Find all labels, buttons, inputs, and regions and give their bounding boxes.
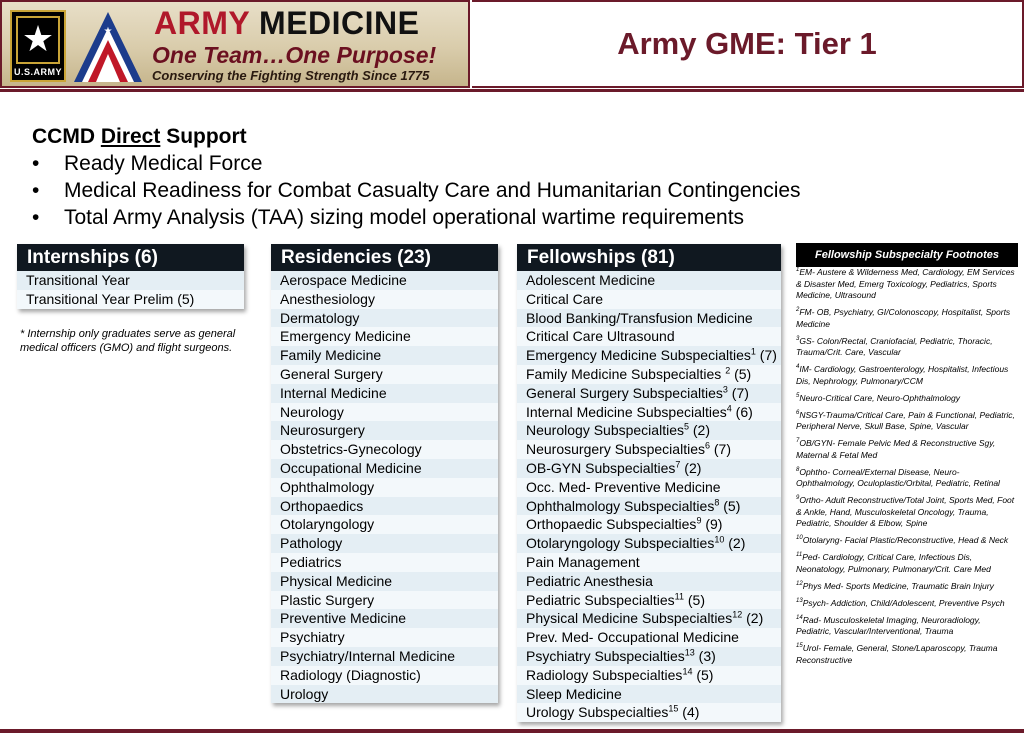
footnote-number: 4 <box>796 364 800 371</box>
footnote-item <box>796 438 1018 461</box>
footnote-number: 11 <box>796 552 803 559</box>
footnote-ref: 3 <box>722 384 728 395</box>
internship-note: * Internship only graduates serve as general medical officers (GMO) and flight surgeons. <box>20 328 236 354</box>
fellowship-name: Pain Management <box>526 553 640 570</box>
internships-list <box>17 271 244 309</box>
footnote-number: 14 <box>796 614 803 621</box>
footnote-text: NSGY-Trauma/Critical Care, Pain & Functional, Pediatric, Peripheral Nerve, Skull Base, Spine, Vascular <box>796 409 1015 431</box>
footnote-number: 9 <box>796 495 800 502</box>
footnote-ref: 13 <box>684 647 695 658</box>
fellowship-name: OB-GYN Subspecialties <box>526 459 676 476</box>
logo-text: U.S.ARMY <box>13 67 62 77</box>
list-item: Family Medicine <box>280 347 382 364</box>
list-item: Transitional Year <box>26 272 130 288</box>
footnote-ref: 11 <box>674 590 684 601</box>
footnote-ref: 12 <box>732 609 743 620</box>
bullet-text: Medical Readiness for Combat Casualty Care and Humanitarian Contingencies <box>64 179 801 202</box>
footnote-number: 3 <box>796 335 800 342</box>
list-item: Physical Medicine <box>280 572 393 589</box>
footnote-number: 12 <box>796 580 803 587</box>
footnote-ref: 10 <box>714 534 725 545</box>
fellowship-count: (5) <box>683 591 705 608</box>
footnote-ref: 4 <box>726 402 732 413</box>
footnotes-box <box>796 243 1018 672</box>
fellowship-name: Critical Care Ultrasound <box>526 328 675 345</box>
list-item <box>517 327 781 346</box>
fellowship-name: Adolescent Medicine <box>526 272 656 288</box>
footnote-text: Ortho- Adult Reconstructive/Total Joint, Sports Med, Foot & Ankle, Hand, Musculoskeletal Oncology, Trauma, Pediatric, Shoulder & Elbow, Spine <box>796 495 1015 528</box>
list-item: Preventive Medicine <box>280 610 407 627</box>
footer-divider <box>0 729 1024 733</box>
bullet-icon: • <box>32 206 40 229</box>
slide-title: Army GME: Tier 1 <box>617 26 877 61</box>
intro-bullets <box>32 150 801 231</box>
intro-heading-underlined: Direct <box>100 125 161 148</box>
bullet-item <box>32 204 801 231</box>
list-item <box>517 290 781 309</box>
list-item <box>517 591 781 610</box>
fellowship-count: (2) <box>724 535 746 552</box>
intro-heading <box>32 124 247 150</box>
internships-title: Internships (6) <box>17 244 244 271</box>
bullet-text: Total Army Analysis (TAA) sizing model operational wartime requirements <box>64 206 745 229</box>
list-item <box>517 440 781 459</box>
footnote-number: 13 <box>796 597 803 604</box>
footnote-ref: 14 <box>682 666 693 677</box>
list-item: Psychiatry <box>271 628 498 647</box>
list-item: Orthopaedics <box>280 497 364 514</box>
list-item: Aerospace Medicine <box>280 272 407 288</box>
footnote-item <box>796 643 1018 666</box>
residencies-title: Residencies (23) <box>271 244 498 271</box>
fellowship-name: Internal Medicine Subspecialties <box>526 403 727 420</box>
fellowship-name: Sleep Medicine <box>526 685 622 702</box>
footnote-ref: 9 <box>696 515 702 526</box>
banner-tagline: One Team…One Purpose! <box>152 42 437 68</box>
fellowship-count: (7) <box>727 384 749 401</box>
bullet-icon: • <box>32 152 40 175</box>
flag-triangle-icon <box>72 10 144 84</box>
footnote-text: Urol- Female, General, Stone/Laparoscopy, Trauma Reconstructive <box>796 643 998 665</box>
fellowships-panel <box>517 244 781 722</box>
fellowship-name: Pediatric Anesthesia <box>526 572 653 589</box>
header <box>0 0 1024 90</box>
svg-text:★: ★ <box>103 26 113 37</box>
fellowship-name: Psychiatry Subspecialties <box>526 647 685 664</box>
list-item <box>517 515 781 534</box>
list-item: Pathology <box>280 535 343 552</box>
army-medicine-banner <box>0 0 470 88</box>
list-item: Dermatology <box>280 309 360 326</box>
fellowship-name: Pediatric Subspecialties <box>526 591 675 608</box>
banner-title-army: ARMY <box>154 5 250 41</box>
footnote-text: FM- OB, Psychiatry, GI/Colonoscopy, Hospitalist, Sports Medicine <box>796 307 1011 329</box>
header-divider <box>0 89 1024 92</box>
banner-title-medicine: MEDICINE <box>259 5 420 41</box>
footnote-item <box>796 267 1018 302</box>
footnote-number: 6 <box>796 409 800 416</box>
footnote-item <box>796 410 1018 433</box>
footnote-ref: 8 <box>714 496 720 507</box>
footnote-text: IM- Cardiology, Gastroenterology, Hospitalist, Infectious Dis, Nephrology, Pulmonary/CCM <box>796 364 1009 386</box>
footnote-item <box>796 467 1018 490</box>
footnote-text: Neuro-Critical Care, Neuro-Ophthalmology <box>799 392 960 403</box>
list-item: Ophthalmology <box>271 478 498 497</box>
fellowship-count: (3) <box>694 647 716 664</box>
list-item <box>517 309 781 328</box>
list-item: Transitional Year Prelim (5) <box>17 290 244 309</box>
footnote-item <box>796 552 1018 575</box>
list-item: Neurosurgery <box>280 422 365 439</box>
list-item <box>517 534 781 553</box>
list-item <box>517 553 781 572</box>
footnote-text: Psych- Addiction, Child/Adolescent, Preventive Psych <box>802 597 1005 608</box>
list-item: Emergency Medicine <box>271 327 498 346</box>
fellowship-count: (2) <box>742 610 764 627</box>
list-item <box>517 497 781 516</box>
footnote-ref: 15 <box>668 703 679 714</box>
footnote-text: EM- Austere & Wilderness Med, Cardiology, EM Services & Disaster Med, Emerg Toxicology, Pediatrics, Sports Medicine, Ultrasound <box>796 267 1015 300</box>
footnote-number: 7 <box>796 438 800 445</box>
fellowship-name: Critical Care <box>526 290 604 307</box>
footnote-ref: 6 <box>704 440 710 451</box>
fellowship-name: Family Medicine Subspecialties <box>526 365 726 382</box>
footnote-number: 10 <box>796 535 803 542</box>
list-item: Otolaryngology <box>271 515 498 534</box>
footnote-text: Ped- Cardiology, Critical Care, Infectious Dis, Neonatology, Pulmonary, Pulmonary/Crit. Care Med <box>796 552 991 574</box>
footnote-item <box>796 581 1018 593</box>
bullet-item <box>32 177 801 204</box>
fellowship-count: (9) <box>701 516 723 533</box>
footnote-item <box>796 393 1018 405</box>
footnote-item <box>796 336 1018 359</box>
footnote-item <box>796 598 1018 610</box>
fellowship-name: Otolaryngology Subspecialties <box>526 535 715 552</box>
fellowship-name: Urology Subspecialties <box>526 704 669 721</box>
footnotes-title: Fellowship Subspecialty Footnotes <box>796 243 1018 267</box>
fellowship-name: Blood Banking/Transfusion Medicine <box>526 309 753 326</box>
fellowship-count: (2) <box>689 422 710 439</box>
list-item <box>517 647 781 666</box>
bullet-text: Ready Medical Force <box>64 152 263 175</box>
bullet-icon: • <box>32 179 40 202</box>
residencies-list <box>271 271 498 703</box>
intro-heading-prefix: CCMD <box>32 125 101 148</box>
footnote-text: Otolaryng- Facial Plastic/Reconstructive, Head & Neck <box>802 535 1009 545</box>
fellowship-name: Neurosurgery Subspecialties <box>526 441 705 458</box>
footnote-number: 2 <box>796 307 800 314</box>
fellowship-count: (6) <box>731 403 753 420</box>
fellowship-count: (5) <box>692 666 714 683</box>
fellowship-name: Radiology Subspecialties <box>526 666 683 683</box>
fellowships-title: Fellowships (81) <box>517 244 781 271</box>
footnote-item <box>796 364 1018 387</box>
footnote-number: 8 <box>796 466 800 473</box>
footnote-item <box>796 535 1018 547</box>
list-item: Urology <box>280 685 329 702</box>
footnote-ref: 2 <box>725 365 731 376</box>
footnote-text: OB/GYN- Female Pelvic Med & Reconstructive Sgy, Maternal & Fetal Med <box>796 438 996 460</box>
list-item: Occupational Medicine <box>280 459 422 476</box>
list-item <box>517 421 781 440</box>
fellowship-count: (7) <box>710 441 731 458</box>
footnote-item <box>796 495 1018 530</box>
fellowship-count: (5) <box>730 365 752 382</box>
list-item <box>517 459 781 478</box>
internships-panel <box>17 244 244 309</box>
banner-title <box>154 6 419 40</box>
footnote-ref: 7 <box>675 459 681 470</box>
footnote-number: 15 <box>796 643 803 650</box>
list-item <box>517 666 781 685</box>
residencies-panel <box>271 244 498 703</box>
list-item <box>517 703 781 722</box>
fellowship-count: (7) <box>755 347 777 364</box>
slide-title-box <box>472 0 1024 88</box>
footnote-ref: 1 <box>750 346 756 357</box>
footnote-number: 1 <box>796 267 800 274</box>
fellowship-name: Neurology Subspecialties <box>526 422 684 439</box>
fellowship-count: (5) <box>719 497 741 514</box>
list-item: Neurology <box>271 403 498 422</box>
list-item <box>517 572 781 591</box>
fellowship-name: Orthopaedic Subspecialties <box>526 516 697 533</box>
intro-heading-suffix: Support <box>160 125 247 148</box>
us-army-logo <box>10 10 66 82</box>
footnote-item <box>796 307 1018 330</box>
list-item <box>517 609 781 628</box>
footnotes-list <box>796 267 1018 666</box>
fellowship-name: Prev. Med- Occupational Medicine <box>526 629 739 646</box>
fellowship-name: General Surgery Subspecialties <box>526 384 723 401</box>
footnote-text: GS- Colon/Rectal, Craniofacial, Pediatric, Thoracic, Trauma/Crit. Care, Vascular <box>796 335 993 357</box>
list-item <box>517 271 781 290</box>
banner-subtitle: Conserving the Fighting Strength Since 1775 <box>152 68 430 83</box>
footnote-text: Ophtho- Corneal/External Disease, Neuro-Ophthalmology, Oculoplastic/Orbital, Pediatric, Retinal <box>796 466 1000 488</box>
fellowships-list <box>517 271 781 722</box>
fellowship-count: (4) <box>678 704 700 721</box>
footnote-text: Phys Med- Sports Medicine, Traumatic Brain Injury <box>802 580 994 591</box>
list-item: Radiology (Diagnostic) <box>271 666 498 685</box>
star-icon: ★ <box>16 16 60 64</box>
list-item <box>517 346 781 365</box>
list-item <box>517 478 781 497</box>
list-item: Anesthesiology <box>271 290 498 309</box>
footnote-number: 5 <box>796 392 800 399</box>
fellowship-count: (2) <box>680 459 702 476</box>
footnote-text: Rad- Musculoskeletal Imaging, Neuroradiology, Pediatric, Vascular/Interventional, Trauma <box>796 614 981 636</box>
list-item: Obstetrics-Gynecology <box>271 440 498 459</box>
bullet-item <box>32 150 801 177</box>
footnote-ref: 5 <box>683 421 689 432</box>
fellowship-name: Occ. Med- Preventive Medicine <box>526 478 721 495</box>
fellowship-name: Ophthalmology Subspecialties <box>526 497 715 514</box>
list-item <box>517 384 781 403</box>
list-item: Pediatrics <box>271 553 498 572</box>
fellowship-name: Emergency Medicine Subspecialties <box>526 347 751 364</box>
list-item: General Surgery <box>271 365 498 384</box>
list-item <box>517 403 781 422</box>
list-item: Psychiatry/Internal Medicine <box>280 647 456 664</box>
list-item <box>517 365 781 384</box>
footnote-item <box>796 615 1018 638</box>
fellowship-name: Physical Medicine Subspecialties <box>526 610 733 627</box>
list-item: Internal Medicine <box>280 384 387 401</box>
list-item <box>517 685 781 704</box>
list-item: Plastic Surgery <box>271 591 498 610</box>
list-item <box>517 628 781 647</box>
